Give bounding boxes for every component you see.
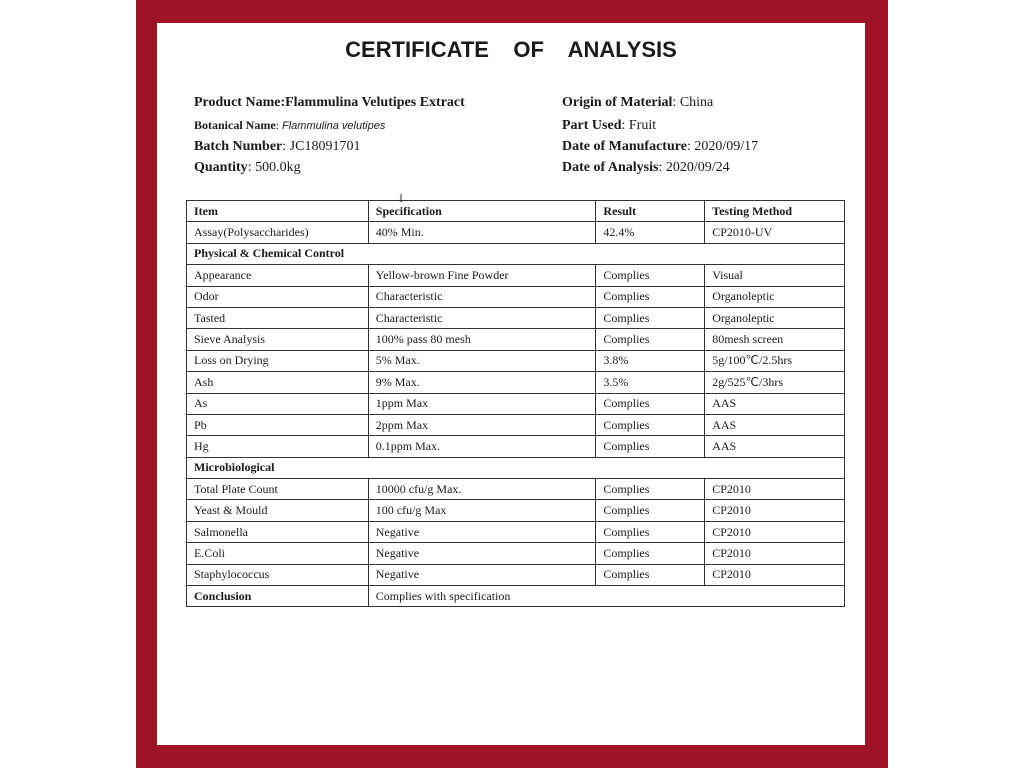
cell-result: Complies <box>596 286 705 307</box>
cell-result: Complies <box>596 393 705 414</box>
cell-specification: 9% Max. <box>368 372 596 393</box>
header-testing-method: Testing Method <box>705 201 845 222</box>
table-row <box>187 500 845 521</box>
table-header-row <box>187 201 845 222</box>
cell-item: Hg <box>187 436 369 457</box>
cell-method: CP2010 <box>705 479 845 500</box>
analysis-table <box>186 200 845 607</box>
cell-item: Total Plate Count <box>187 479 369 500</box>
cell-specification: 100 cfu/g Max <box>368 500 596 521</box>
cell-specification: Negative <box>368 543 596 564</box>
cell-specification: 100% pass 80 mesh <box>368 329 596 350</box>
cell-item: Yeast & Mould <box>187 500 369 521</box>
header-result: Result <box>596 201 705 222</box>
cell-result: Complies <box>596 479 705 500</box>
cell-result: Complies <box>596 564 705 585</box>
cell-result: Complies <box>596 265 705 286</box>
part-used: Part Used: Fruit <box>562 118 657 133</box>
table-row <box>187 372 845 393</box>
cell-method: AAS <box>705 414 845 435</box>
cell-specification: Characteristic <box>368 286 596 307</box>
cell-item: Tasted <box>187 307 369 328</box>
cell-method: AAS <box>705 436 845 457</box>
cell-item: Odor <box>187 286 369 307</box>
header-item: Item <box>187 201 369 222</box>
cell-item: Pb <box>187 414 369 435</box>
section-row-physical <box>187 243 845 264</box>
cell-method: CP2010 <box>705 564 845 585</box>
cell-specification: Characteristic <box>368 307 596 328</box>
table-row <box>187 393 845 414</box>
cell-method: CP2010 <box>705 543 845 564</box>
page-title: CERTIFICATE OF ANALYSIS <box>345 37 677 62</box>
cell-result: Complies <box>596 307 705 328</box>
cell-item: Salmonella <box>187 521 369 542</box>
cell-specification: Negative <box>368 564 596 585</box>
section-title: Physical & Chemical Control <box>187 243 845 264</box>
cell-method: 2g/525℃/3hrs <box>705 372 845 393</box>
cell-specification: 1ppm Max <box>368 393 596 414</box>
header-specification: Specification <box>368 201 596 222</box>
cell-result: Complies <box>596 521 705 542</box>
cell-method: CP2010 <box>705 500 845 521</box>
cell-method: AAS <box>705 393 845 414</box>
cell-item: Ash <box>187 372 369 393</box>
cell-item: Assay(Polysaccharides) <box>187 222 369 243</box>
cell-result: 42.4% <box>596 222 705 243</box>
table-row <box>187 286 845 307</box>
cell-specification: 10000 cfu/g Max. <box>368 479 596 500</box>
cell-result: Complies <box>596 414 705 435</box>
table-row <box>187 329 845 350</box>
cell-result: Complies <box>596 543 705 564</box>
cell-result: Complies <box>596 500 705 521</box>
table-row <box>187 414 845 435</box>
cell-item: Sieve Analysis <box>187 329 369 350</box>
cell-specification: 0.1ppm Max. <box>368 436 596 457</box>
cell-item: Staphylococcus <box>187 564 369 585</box>
cell-specification: 2ppm Max <box>368 414 596 435</box>
date-of-manufacture: Date of Manufacture: 2020/09/17 <box>562 139 759 154</box>
cell-method: 5g/100℃/2.5hrs <box>705 350 845 371</box>
batch-number: Batch Number: JC18091701 <box>194 139 361 154</box>
cell-specification: Negative <box>368 521 596 542</box>
quantity: Quantity: 500.0kg <box>194 160 301 175</box>
botanical-name: Botanical Name: Flammulina velutipes <box>194 118 386 132</box>
cell-method: Organoleptic <box>705 286 845 307</box>
section-title: Microbiological <box>187 457 845 478</box>
table-row <box>187 265 845 286</box>
conclusion-value: Complies with specification <box>368 586 844 607</box>
conclusion-label: Conclusion <box>187 586 369 607</box>
table-row <box>187 436 845 457</box>
cell-method: Visual <box>705 265 845 286</box>
cell-item: Appearance <box>187 265 369 286</box>
cell-item: E.Coli <box>187 543 369 564</box>
text-cursor-icon: I <box>399 191 403 205</box>
cell-method: Organoleptic <box>705 307 845 328</box>
cell-specification: Yellow-brown Fine Powder <box>368 265 596 286</box>
table-row <box>187 543 845 564</box>
table-row <box>187 521 845 542</box>
section-row-microbiological <box>187 457 845 478</box>
conclusion-row <box>187 586 845 607</box>
cell-method: 80mesh screen <box>705 329 845 350</box>
cell-specification: 40% Min. <box>368 222 596 243</box>
cell-item: Loss on Drying <box>187 350 369 371</box>
date-of-analysis: Date of Analysis: 2020/09/24 <box>562 160 730 175</box>
origin-of-material: Origin of Material: China <box>562 95 714 110</box>
cell-result: Complies <box>596 329 705 350</box>
table-row <box>187 479 845 500</box>
table-row <box>187 307 845 328</box>
product-name: Product Name:Flammulina Velutipes Extract <box>194 95 465 110</box>
certificate-page <box>157 23 865 745</box>
cell-result: 3.5% <box>596 372 705 393</box>
table-row <box>187 222 845 243</box>
cell-specification: 5% Max. <box>368 350 596 371</box>
cell-item: As <box>187 393 369 414</box>
cell-result: Complies <box>596 436 705 457</box>
table-row <box>187 564 845 585</box>
cell-method: CP2010-UV <box>705 222 845 243</box>
table-row <box>187 350 845 371</box>
cell-result: 3.8% <box>596 350 705 371</box>
cell-method: CP2010 <box>705 521 845 542</box>
